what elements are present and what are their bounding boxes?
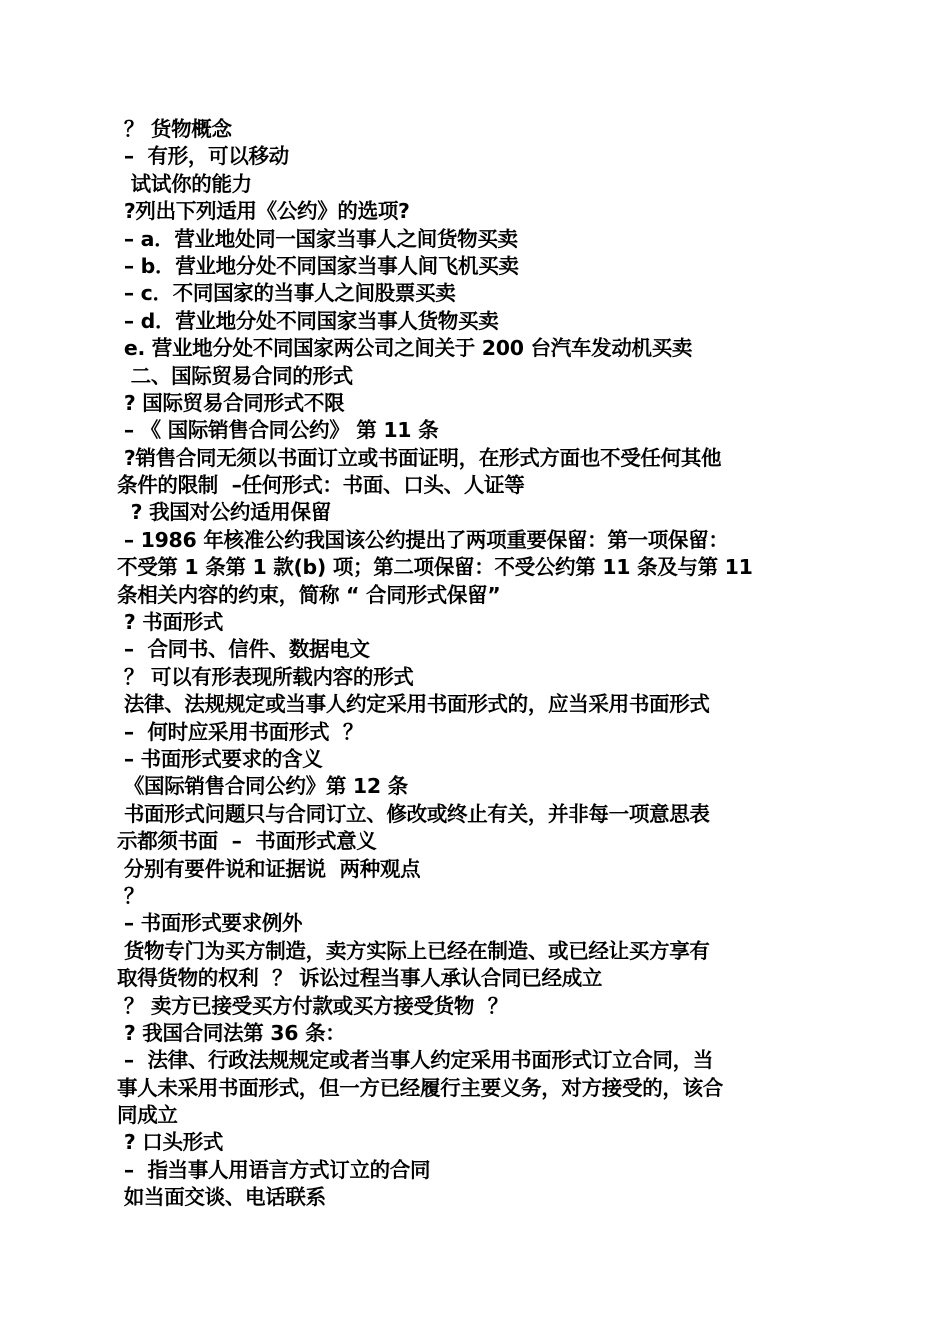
text-line: 法律、法规规定或当事人约定采用书面形式的，应当采用书面形式 (117, 692, 710, 717)
text-line: 事人未采用书面形式，但一方已经履行主要义务，对方接受的，该合 (117, 1075, 723, 1100)
text-line: ？ 货物概念 (117, 117, 232, 141)
text-line: 示都须书面 – 书面形式意义 (117, 829, 377, 854)
text-line: 分别有要件说和证据说 两种观点 (117, 856, 421, 881)
text-line: – a．营业地处同一国家当事人之间货物买卖 (117, 226, 518, 251)
text-line: – 指当事人用语言方式订立的合同 (117, 1157, 431, 1182)
text-line: ? 书面形式 (117, 610, 224, 635)
text-line: 书面形式问题只与合同订立、修改或终止有关，并非每一项意思表 (117, 801, 710, 826)
text-line: 取得货物的权利 ？ 诉讼过程当事人承认合同已经成立 (117, 966, 603, 991)
text-line: – 《 国际销售合同公约》 第 11 条 (117, 418, 439, 443)
text-line: ？ 可以有形表现所载内容的形式 (117, 664, 414, 689)
text-line: 试试你的能力 (117, 171, 252, 196)
text-line: 《国际销售合同公约》第 12 条 (117, 774, 408, 799)
text-line: ? 口头形式 (117, 1130, 224, 1155)
text-line: – b．营业地分处不同国家当事人间飞机买卖 (117, 253, 519, 278)
text-line: 如当面交谈、电话联系 (117, 1185, 326, 1210)
text-line: 条件的限制 –任何形式：书面、口头、人证等 (117, 473, 525, 498)
text-line: – 合同书、信件、数据电文 (117, 637, 370, 662)
text-line: – 何时应采用书面形式 ？ (117, 719, 364, 744)
text-line: – c．不同国家的当事人之间股票买卖 (117, 281, 456, 306)
text-line: ?销售合同无须以书面订立或书面证明，在形式方面也不受任何其他 (117, 445, 722, 470)
document-body (117, 116, 837, 1212)
text-line: – 法律、行政法规规定或者当事人约定采用书面形式订立合同，当 (117, 1048, 714, 1073)
text-line: – 书面形式要求的含义 (117, 746, 323, 771)
text-line: ?列出下列适用《公约》的选项? (117, 199, 410, 224)
text-line: – 1986 年核准公约我国该公约提出了两项重要保留：第一项保留： (117, 527, 729, 552)
text-line: ？ 卖方已接受买方付款或买方接受货物 ？ (117, 993, 508, 1018)
text-line: ? 国际贸易合同形式不限 (117, 390, 345, 415)
text-line: 不受第 1 条第 1 款(b) 项；第二项保留：不受公约第 11 条及与第 11 (117, 555, 753, 580)
text-line: ？ (117, 883, 145, 908)
text-line: 条相关内容的约束，简称 “ 合同形式保留” (117, 582, 501, 607)
text-line: e. 营业地分处不同国家两公司之间关于 200 台汽车发动机买卖 (117, 336, 693, 361)
text-line: 货物专门为买方制造，卖方实际上已经在制造、或已经让买方享有 (117, 938, 710, 963)
section-heading: 二、国际贸易合同的形式 (117, 363, 353, 388)
text-line: – d．营业地分处不同国家当事人货物买卖 (117, 308, 499, 333)
text-line: 同成立 (117, 1103, 178, 1128)
text-line: ? 我国对公约适用保留 (117, 500, 331, 525)
text-line: – 书面形式要求例外 (117, 911, 303, 936)
text-line: ? 我国合同法第 36 条： (117, 1020, 346, 1045)
text-line: – 有形，可以移动 (117, 144, 289, 169)
